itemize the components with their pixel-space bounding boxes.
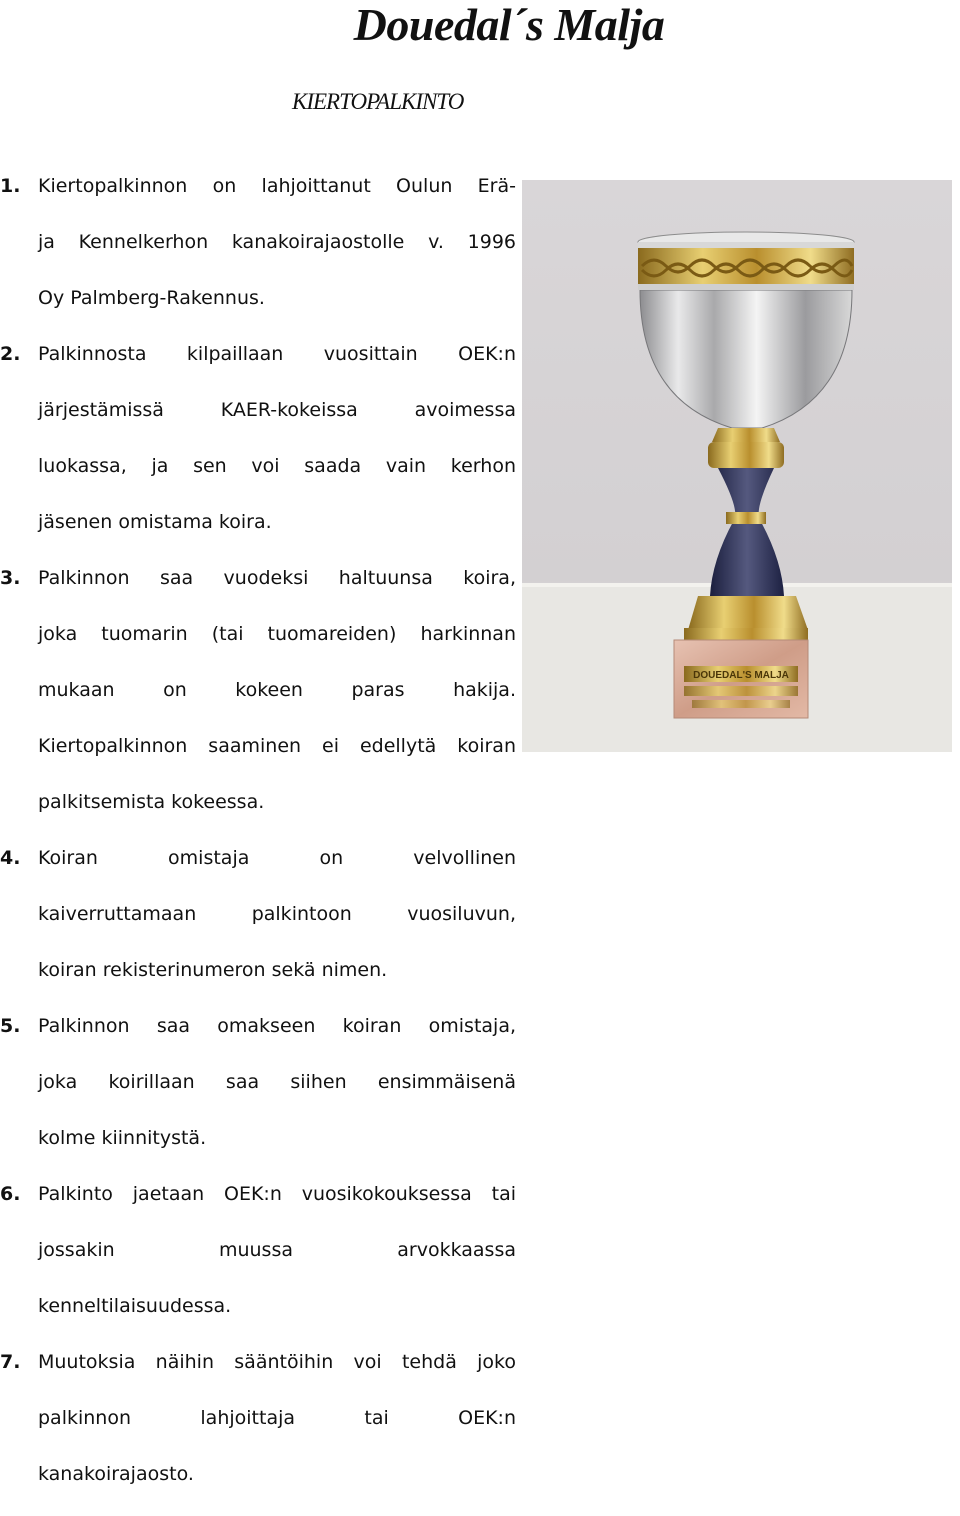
rule-item	[0, 172, 516, 312]
rule-item	[0, 844, 516, 984]
rule-text-line: järjestämissä KAER-kokeissa avoimessa	[38, 399, 516, 421]
rule-number: 1.	[0, 175, 21, 197]
rule-text-line: Muutoksia näihin sääntöihin voi tehdä joko	[38, 1351, 516, 1373]
rule-text-line: palkitsemista kokeessa.	[38, 791, 265, 813]
rule-item	[0, 340, 516, 536]
rule-text-line: Kiertopalkinnon saaminen ei edellytä koiran	[38, 735, 516, 757]
rule-item	[0, 1012, 516, 1152]
page-subtitle: KIERTOPALKINTO	[292, 89, 464, 114]
rule-number: 7.	[0, 1351, 21, 1373]
rule-text-line: Kiertopalkinnon on lahjoittanut Oulun Erä-	[38, 175, 516, 197]
rule-text-line: palkinnon lahjoittaja tai OEK:n	[38, 1407, 516, 1429]
rule-number: 2.	[0, 343, 21, 365]
rule-text-line: Palkinnon saa vuodeksi haltuunsa koira,	[38, 567, 516, 589]
rule-text-line: mukaan on kokeen paras hakija.	[38, 679, 516, 701]
trophy-photo	[522, 180, 952, 752]
rule-item	[0, 564, 516, 816]
trophy-illustration	[522, 180, 952, 752]
page-title: Douedal´s Malja	[353, 0, 665, 50]
rule-item	[0, 1180, 516, 1320]
rule-item	[0, 1348, 516, 1488]
rule-text-line: jossakin muussa arvokkaassa	[38, 1239, 516, 1261]
rule-text-line: ja Kennelkerhon kanakoirajaostolle v. 1996	[38, 231, 516, 253]
rule-text-line: kaiverruttamaan palkintoon vuosiluvun,	[38, 903, 516, 925]
rule-text-line: kolme kiinnitystä.	[38, 1127, 207, 1149]
rule-text-line: jäsenen omistama koira.	[38, 511, 272, 533]
rule-text-line: luokassa, ja sen voi saada vain kerhon	[38, 455, 516, 477]
rule-text-line: kenneltilaisuudessa.	[38, 1295, 232, 1317]
rule-text-line: joka koirillaan saa siihen ensimmäisenä	[38, 1071, 516, 1093]
rule-text-line: joka tuomarin (tai tuomareiden) harkinnan	[38, 623, 516, 645]
rules-list	[0, 172, 516, 1516]
rule-text-line: Oy Palmberg-Rakennus.	[38, 287, 265, 309]
plaque-text: DOUEDAL'S MALJA	[693, 670, 789, 681]
rule-text-line: kanakoirajaosto.	[38, 1463, 194, 1485]
rule-text-line: Palkinnosta kilpaillaan vuosittain OEK:n	[38, 343, 516, 365]
rule-text-line: koiran rekisterinumeron sekä nimen.	[38, 959, 388, 981]
rule-number: 3.	[0, 567, 21, 589]
rule-number: 6.	[0, 1183, 21, 1205]
rule-text-line: Palkinnon saa omakseen koiran omistaja,	[38, 1015, 516, 1037]
rule-text-line: Palkinto jaetaan OEK:n vuosikokouksessa tai	[38, 1183, 516, 1205]
rule-number: 5.	[0, 1015, 21, 1037]
rule-text-line: Koiran omistaja on velvollinen	[38, 847, 516, 869]
rule-number: 4.	[0, 847, 21, 869]
